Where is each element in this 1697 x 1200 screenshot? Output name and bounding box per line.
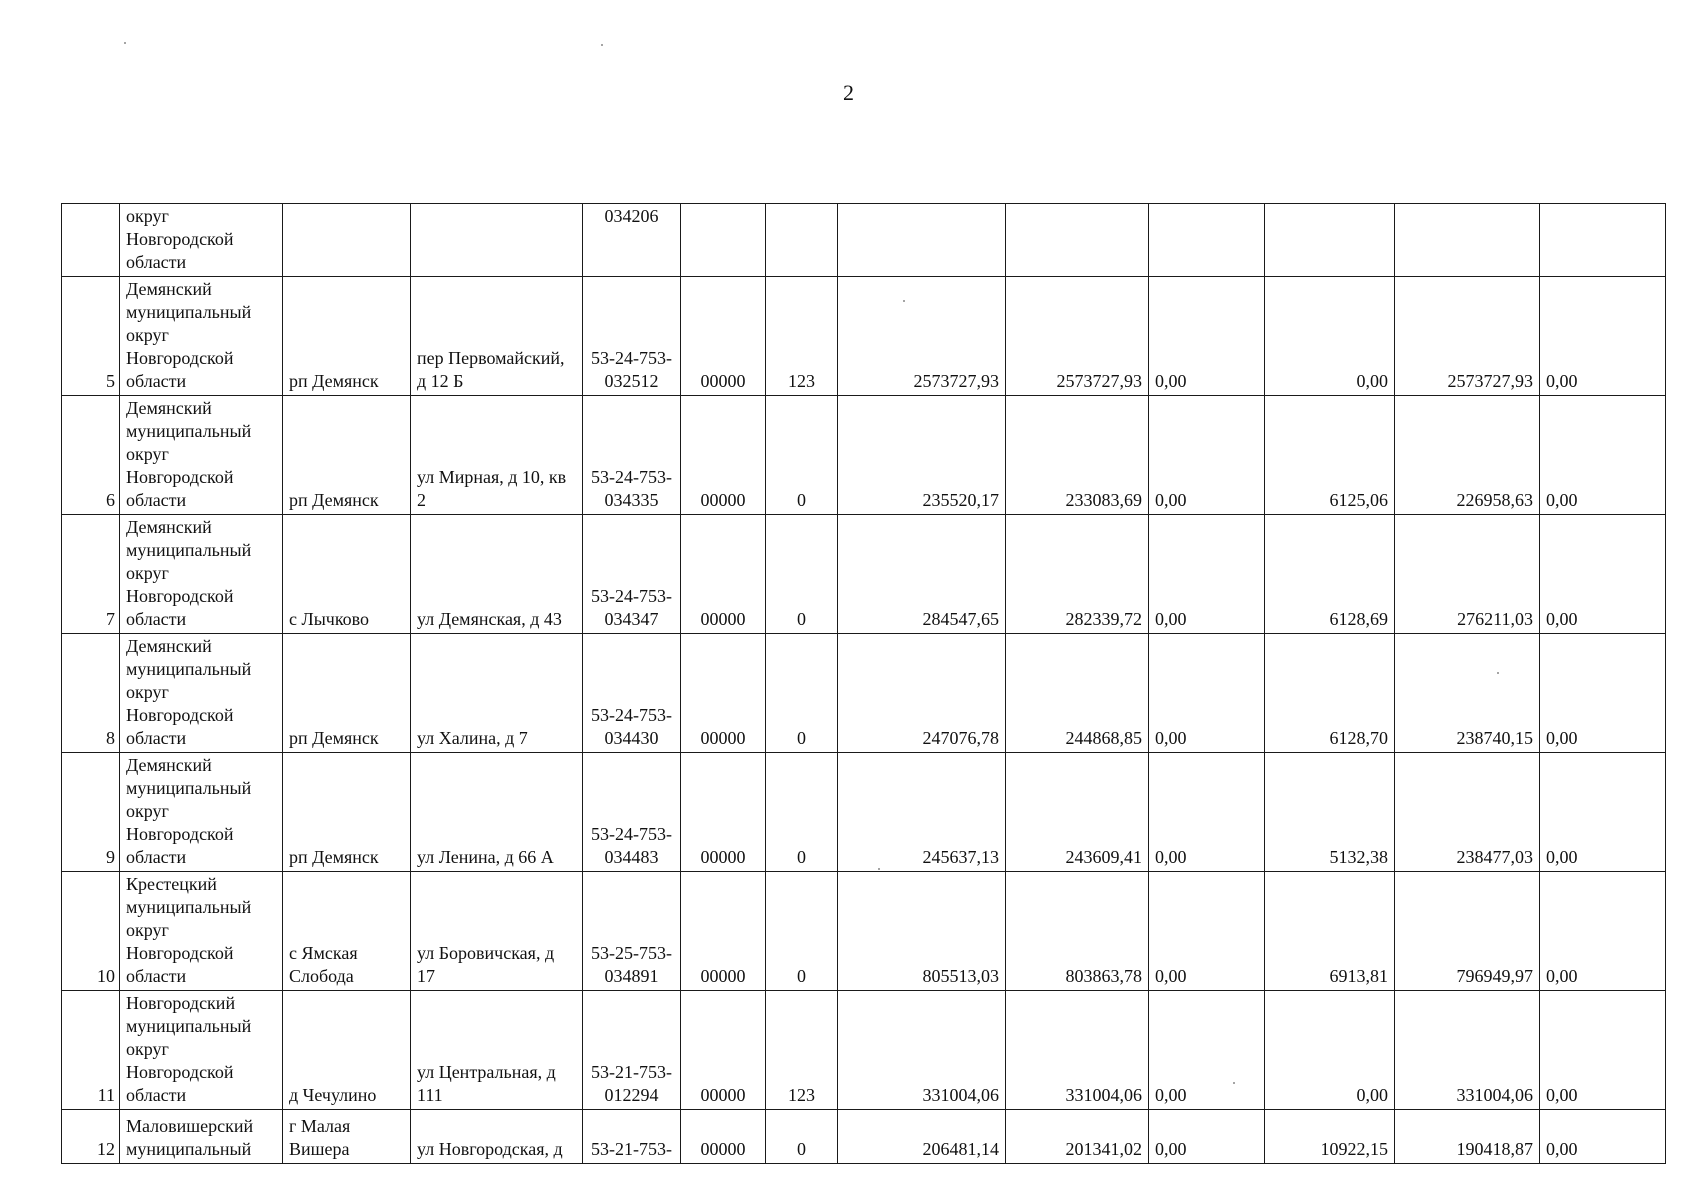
cadastral-number-cell: 53-24-753-034347 [583,515,681,634]
table-row [62,872,1666,991]
cadastral-number-cell: 53-24-753-034335 [583,396,681,515]
amount-6-cell: 0,00 [1540,991,1666,1110]
amount-4-cell: 5132,38 [1265,753,1395,872]
table-row [62,204,1666,277]
amount-2-cell: 233083,69 [1006,396,1149,515]
code-cell: 00000 [681,1110,766,1164]
row-number-cell [62,204,120,277]
amount-3-cell: 0,00 [1149,396,1265,515]
code-cell: 00000 [681,634,766,753]
table-row [62,515,1666,634]
address-cell: пер Первомайский, д 12 Б [411,277,583,396]
amount-6-cell: 0,00 [1540,872,1666,991]
amount-2-cell: 2573727,93 [1006,277,1149,396]
amount-4-cell: 0,00 [1265,991,1395,1110]
amount-5-cell: 226958,63 [1395,396,1540,515]
amount-3-cell: 0,00 [1149,1110,1265,1164]
address-cell: ул Халина, д 7 [411,634,583,753]
amount-2-cell: 201341,02 [1006,1110,1149,1164]
flag-cell: 123 [766,277,838,396]
amount-1-cell: 245637,13 [838,753,1006,872]
address-cell: ул Боровичская, д 17 [411,872,583,991]
table-row [62,753,1666,872]
amount-6-cell: 0,00 [1540,515,1666,634]
amount-2-cell: 282339,72 [1006,515,1149,634]
amount-6-cell: 0,00 [1540,634,1666,753]
code-cell [681,204,766,277]
flag-cell: 123 [766,991,838,1110]
table-row [62,991,1666,1110]
municipality-cell: Новгородский муниципальный округ Новгородской области [120,991,283,1110]
row-number-cell: 9 [62,753,120,872]
municipality-cell: Крестецкий муниципальный округ Новгородской области [120,872,283,991]
amount-1-cell: 805513,03 [838,872,1006,991]
amount-4-cell: 6913,81 [1265,872,1395,991]
amount-5-cell: 238740,15 [1395,634,1540,753]
amount-3-cell: 0,00 [1149,277,1265,396]
table-row [62,1110,1666,1164]
settlement-cell: рп Демянск [283,277,411,396]
amount-6-cell: 0,00 [1540,753,1666,872]
flag-cell [766,204,838,277]
table-body [62,204,1666,1164]
amount-4-cell: 6128,69 [1265,515,1395,634]
code-cell: 00000 [681,396,766,515]
amount-5-cell: 190418,87 [1395,1110,1540,1164]
amount-5-cell: 238477,03 [1395,753,1540,872]
amount-4-cell [1265,204,1395,277]
flag-cell: 0 [766,396,838,515]
settlement-cell: рп Демянск [283,753,411,872]
amount-5-cell: 331004,06 [1395,991,1540,1110]
amount-2-cell: 244868,85 [1006,634,1149,753]
flag-cell: 0 [766,872,838,991]
municipality-cell: Демянский муниципальный округ Новгородской области [120,396,283,515]
cadastral-number-cell: 53-21-753-012294 [583,991,681,1110]
amount-3-cell [1149,204,1265,277]
amount-5-cell: 2573727,93 [1395,277,1540,396]
cadastral-number-cell: 034206 [583,204,681,277]
settlement-cell: с Лычково [283,515,411,634]
row-number-cell: 10 [62,872,120,991]
amount-6-cell: 0,00 [1540,1110,1666,1164]
cadastral-number-cell: 53-24-753-032512 [583,277,681,396]
amount-3-cell: 0,00 [1149,991,1265,1110]
data-table [61,203,1666,1164]
amount-6-cell [1540,204,1666,277]
address-cell: ул Новгородская, д [411,1110,583,1164]
amount-2-cell [1006,204,1149,277]
flag-cell: 0 [766,1110,838,1164]
municipality-cell: Демянский муниципальный округ Новгородской области [120,634,283,753]
amount-6-cell: 0,00 [1540,396,1666,515]
municipality-cell: округ Новгородской области [120,204,283,277]
settlement-cell: д Чечулино [283,991,411,1110]
row-number-cell: 12 [62,1110,120,1164]
amount-1-cell: 331004,06 [838,991,1006,1110]
amount-1-cell [838,204,1006,277]
amount-5-cell: 796949,97 [1395,872,1540,991]
flag-cell: 0 [766,515,838,634]
table-row [62,277,1666,396]
amount-3-cell: 0,00 [1149,634,1265,753]
amount-4-cell: 10922,15 [1265,1110,1395,1164]
table-row [62,396,1666,515]
address-cell: ул Центральная, д 111 [411,991,583,1110]
amount-1-cell: 247076,78 [838,634,1006,753]
amount-2-cell: 243609,41 [1006,753,1149,872]
settlement-cell: г Малая Вишера [283,1110,411,1164]
cadastral-number-cell: 53-21-753- [583,1110,681,1164]
address-cell: ул Демянская, д 43 [411,515,583,634]
amount-1-cell: 2573727,93 [838,277,1006,396]
amount-1-cell: 206481,14 [838,1110,1006,1164]
municipality-cell: Демянский муниципальный округ Новгородской области [120,753,283,872]
amount-4-cell: 6128,70 [1265,634,1395,753]
row-number-cell: 7 [62,515,120,634]
address-cell: ул Мирная, д 10, кв 2 [411,396,583,515]
table-row [62,634,1666,753]
address-cell [411,204,583,277]
amount-2-cell: 803863,78 [1006,872,1149,991]
amount-1-cell: 235520,17 [838,396,1006,515]
code-cell: 00000 [681,515,766,634]
amount-6-cell: 0,00 [1540,277,1666,396]
settlement-cell [283,204,411,277]
amount-3-cell: 0,00 [1149,515,1265,634]
settlement-cell: рп Демянск [283,634,411,753]
flag-cell: 0 [766,634,838,753]
row-number-cell: 8 [62,634,120,753]
amount-3-cell: 0,00 [1149,753,1265,872]
cadastral-number-cell: 53-25-753-034891 [583,872,681,991]
amount-5-cell [1395,204,1540,277]
cadastral-number-cell: 53-24-753-034430 [583,634,681,753]
municipality-cell: Демянский муниципальный округ Новгородской области [120,515,283,634]
amount-5-cell: 276211,03 [1395,515,1540,634]
amount-4-cell: 0,00 [1265,277,1395,396]
cadastral-number-cell: 53-24-753-034483 [583,753,681,872]
flag-cell: 0 [766,753,838,872]
code-cell: 00000 [681,753,766,872]
page-number: 2 [843,80,854,105]
amount-3-cell: 0,00 [1149,872,1265,991]
amount-2-cell: 331004,06 [1006,991,1149,1110]
address-cell: ул Ленина, д 66 А [411,753,583,872]
row-number-cell: 11 [62,991,120,1110]
code-cell: 00000 [681,991,766,1110]
settlement-cell: с Ямская Слобода [283,872,411,991]
municipality-cell: Демянский муниципальный округ Новгородской области [120,277,283,396]
row-number-cell: 5 [62,277,120,396]
amount-1-cell: 284547,65 [838,515,1006,634]
code-cell: 00000 [681,872,766,991]
settlement-cell: рп Демянск [283,396,411,515]
municipality-cell: Маловишерский муниципальный [120,1110,283,1164]
row-number-cell: 6 [62,396,120,515]
code-cell: 00000 [681,277,766,396]
amount-4-cell: 6125,06 [1265,396,1395,515]
